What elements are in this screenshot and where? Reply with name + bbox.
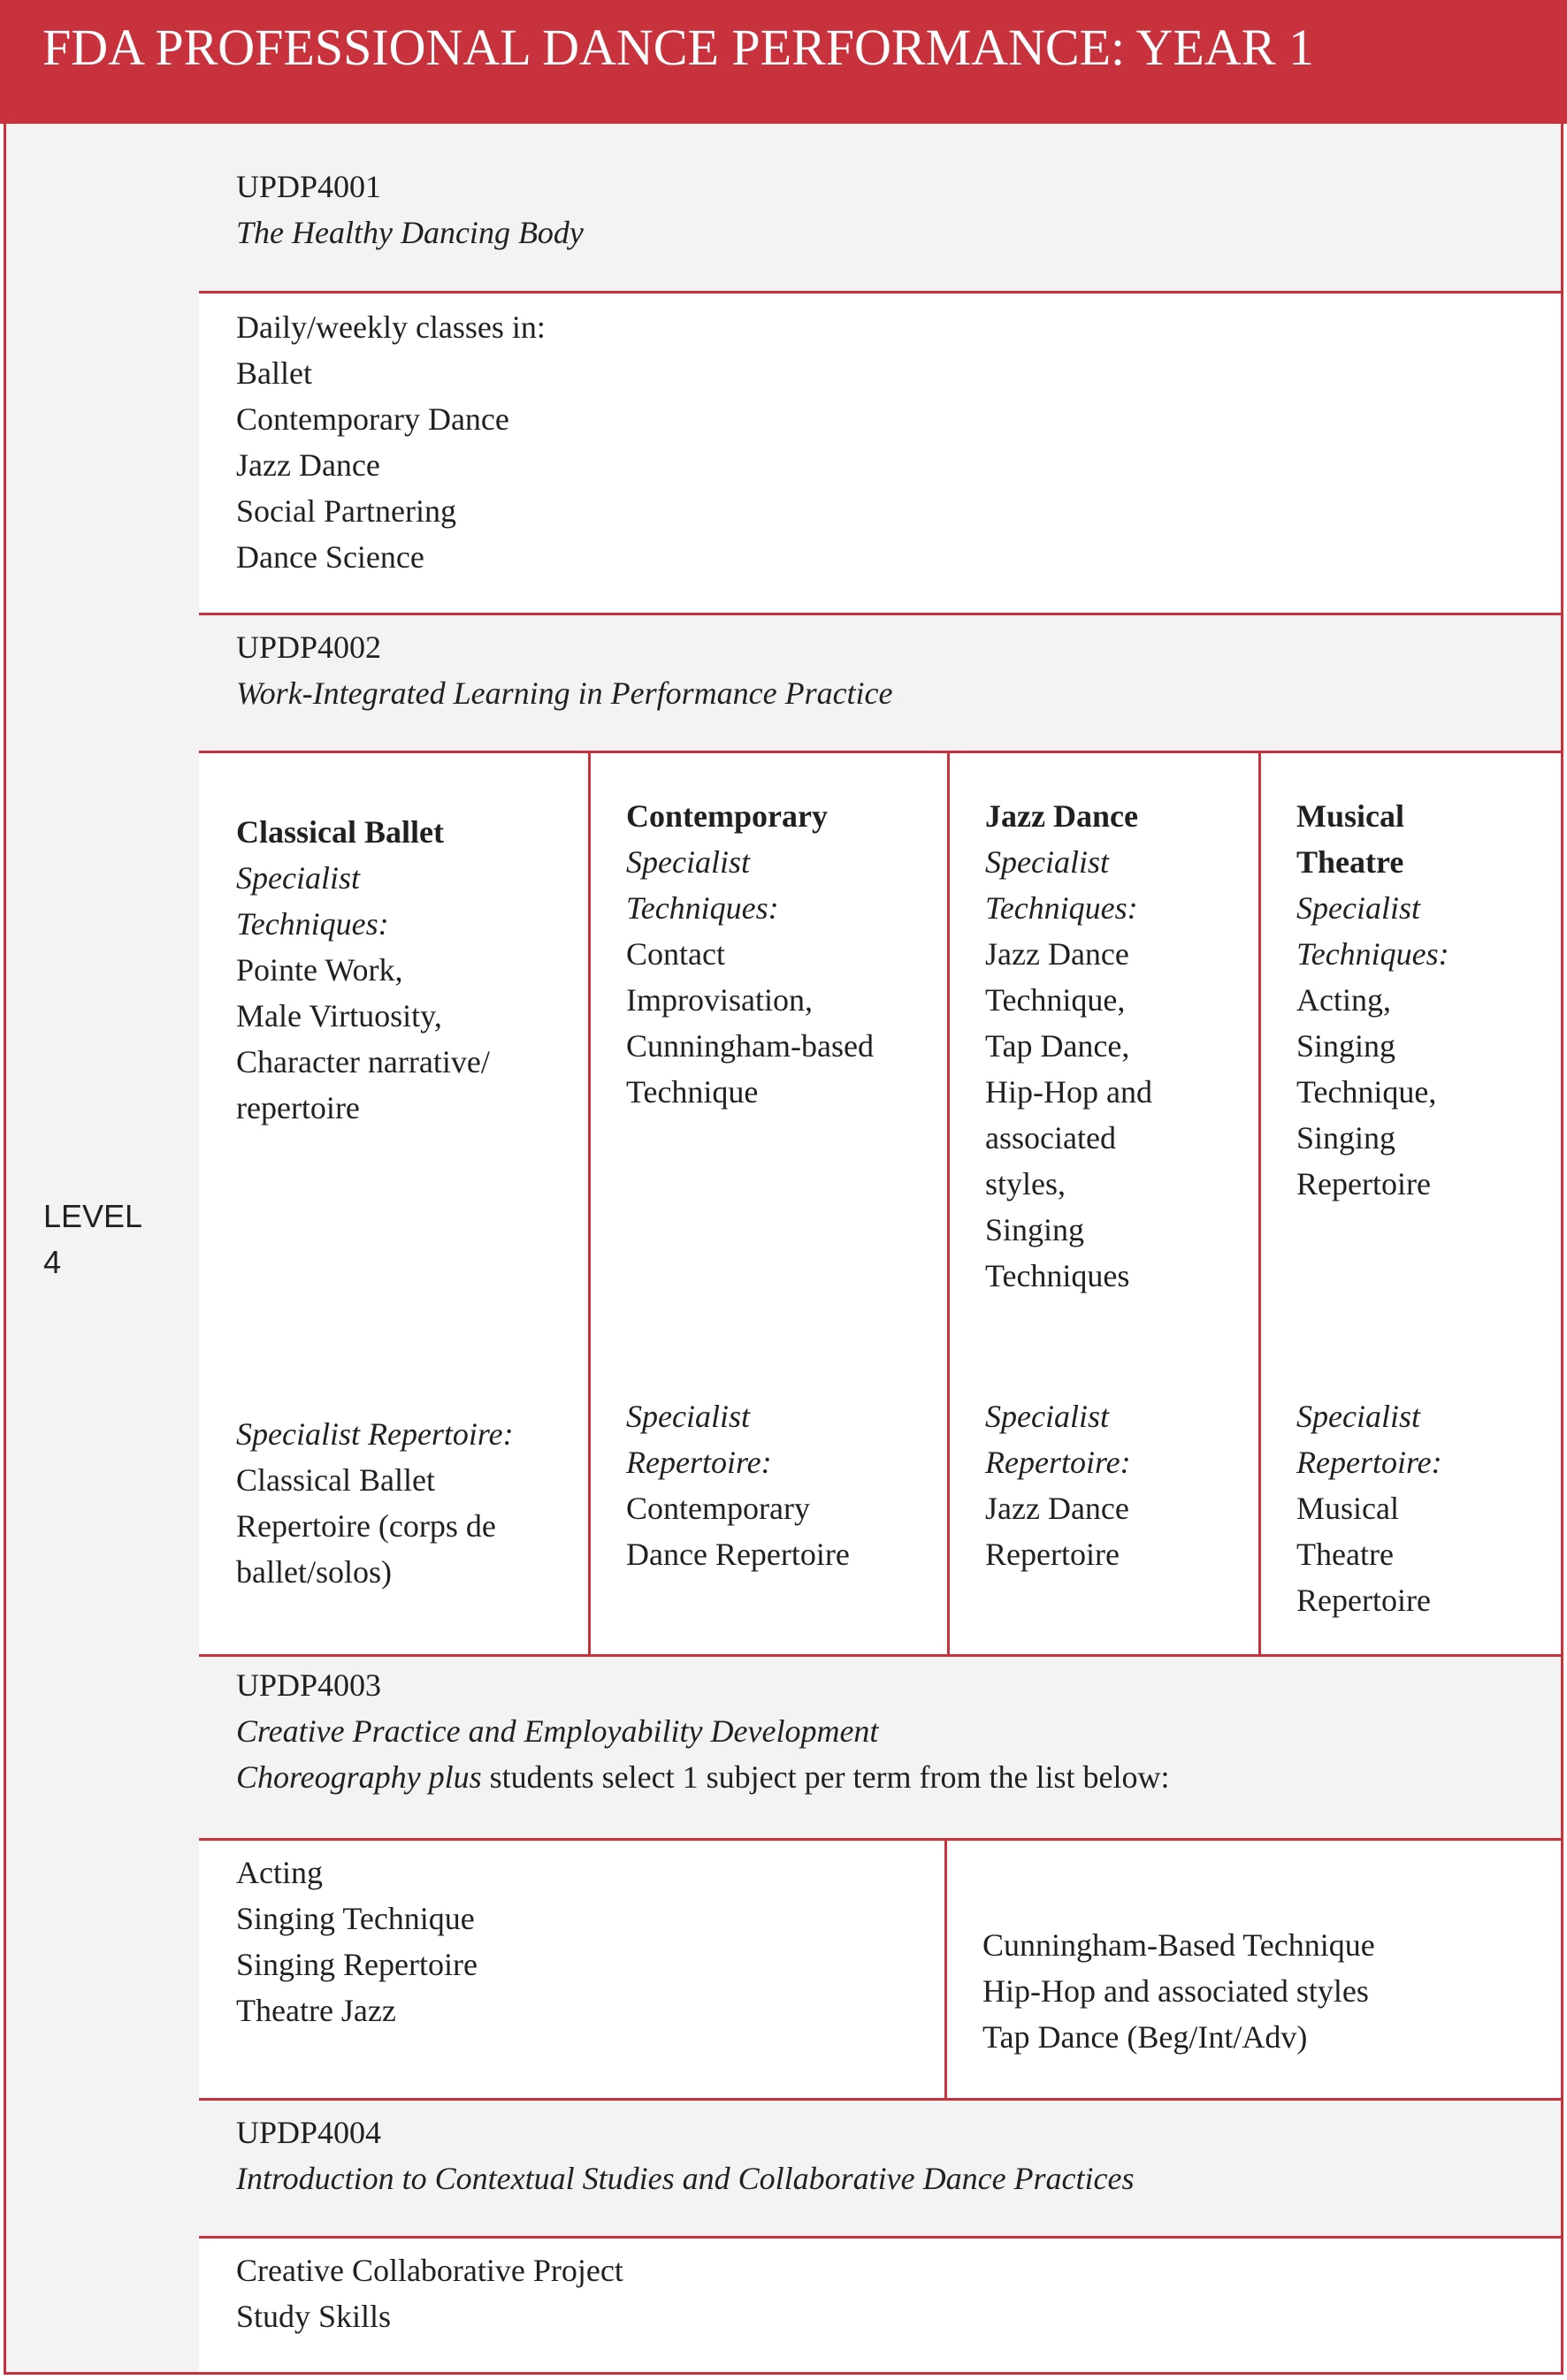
repertoire-item: ballet/solos) xyxy=(236,1554,392,1590)
techniques-label: Techniques: xyxy=(626,890,779,926)
technique-item: associated xyxy=(985,1120,1116,1156)
repertoire-item: Repertoire (corps de xyxy=(236,1508,496,1544)
project-item: Creative Collaborative Project xyxy=(236,2253,623,2288)
pathway-name: Contemporary xyxy=(626,798,828,834)
technique-item: Jazz Dance xyxy=(985,936,1129,972)
elective-item: Theatre Jazz xyxy=(236,1993,396,2028)
technique-item: Male Virtuosity, xyxy=(236,998,442,1034)
technique-item: Technique, xyxy=(985,982,1126,1018)
elective-item: Cunningham-Based Technique xyxy=(982,1927,1375,1963)
module-note xyxy=(236,1754,1170,1800)
techniques-label: Techniques: xyxy=(1296,936,1449,972)
page-header xyxy=(0,0,1567,124)
repertoire-item: Jazz Dance xyxy=(985,1491,1129,1526)
repertoire-item: Theatre xyxy=(1296,1537,1394,1572)
technique-item: Technique xyxy=(626,1074,759,1110)
techniques-label: Specialist xyxy=(626,844,750,880)
module-code: UPDP4003 xyxy=(236,1667,382,1703)
technique-item: Repertoire xyxy=(1296,1166,1431,1201)
module-code: UPDP4002 xyxy=(236,629,382,665)
specialist-pathways xyxy=(199,753,1563,1657)
technique-item: Hip-Hop and xyxy=(985,1074,1152,1110)
level-column xyxy=(4,124,202,2375)
repertoire-label: Specialist xyxy=(626,1399,750,1434)
techniques-label: Techniques: xyxy=(985,890,1138,926)
module-title: Introduction to Contextual Studies and Collaborative Dance Practices xyxy=(236,2161,1135,2196)
classes-intro: Daily/weekly classes in: xyxy=(236,309,546,345)
module-note-rest: students select 1 subject per term from the list below: xyxy=(481,1759,1170,1795)
technique-item: Singing xyxy=(985,1212,1085,1247)
module-updp4002 xyxy=(199,615,1563,753)
module-updp4003 xyxy=(199,1657,1563,1841)
repertoire-item: Repertoire xyxy=(1296,1583,1431,1618)
collaborative-projects xyxy=(199,2239,1563,2375)
technique-item: Cunningham-based xyxy=(626,1028,874,1064)
techniques-label: Techniques: xyxy=(236,906,389,942)
technique-item: Technique, xyxy=(1296,1074,1437,1110)
repertoire-item: Musical xyxy=(1296,1491,1399,1526)
pathway-name: Jazz Dance xyxy=(985,798,1138,834)
technique-item: Character narrative/ xyxy=(236,1044,490,1079)
elective-item: Singing Repertoire xyxy=(236,1947,478,1982)
repertoire-label: Repertoire: xyxy=(985,1445,1131,1480)
class-item: Social Partnering xyxy=(236,493,456,529)
module-code: UPDP4001 xyxy=(236,169,382,204)
module-title: The Healthy Dancing Body xyxy=(236,215,584,250)
module-title: Work-Integrated Learning in Performance Practice xyxy=(236,675,893,711)
repertoire-label: Specialist Repertoire: xyxy=(236,1416,514,1452)
module-note-italic: Choreography plus xyxy=(236,1759,482,1795)
technique-item: Techniques xyxy=(985,1258,1130,1293)
module-updp4004 xyxy=(199,2101,1563,2239)
technique-item: Acting, xyxy=(1296,982,1391,1018)
module-code: UPDP4004 xyxy=(236,2115,382,2150)
technique-item: Singing xyxy=(1296,1120,1396,1156)
class-item: Ballet xyxy=(236,355,312,391)
techniques-label: Specialist xyxy=(236,860,360,896)
pathway-name: Classical Ballet xyxy=(236,814,444,850)
elective-item: Singing Technique xyxy=(236,1901,475,1936)
elective-item: Tap Dance (Beg/Int/Adv) xyxy=(982,2019,1308,2055)
pathway-contemporary xyxy=(588,753,947,1654)
repertoire-label: Specialist xyxy=(1296,1399,1420,1434)
project-item: Study Skills xyxy=(236,2299,392,2334)
class-item: Jazz Dance xyxy=(236,447,380,483)
class-item: Contemporary Dance xyxy=(236,401,509,437)
elective-item: Acting xyxy=(236,1855,323,1890)
techniques-label: Specialist xyxy=(1296,890,1420,926)
repertoire-item: Repertoire xyxy=(985,1537,1120,1572)
technique-item: Singing xyxy=(1296,1028,1396,1064)
pathway-jazz-dance xyxy=(947,753,1258,1654)
pathway-name: Theatre xyxy=(1296,844,1404,880)
repertoire-item: Contemporary xyxy=(626,1491,810,1526)
repertoire-label: Repertoire: xyxy=(626,1445,772,1480)
repertoire-label: Specialist xyxy=(985,1399,1109,1434)
repertoire-item: Dance Repertoire xyxy=(626,1537,850,1572)
pathway-classical-ballet xyxy=(196,753,588,1654)
level-label: LEVEL 4 xyxy=(43,1198,141,1280)
daily-classes xyxy=(199,294,1563,615)
module-title: Creative Practice and Employability Development xyxy=(236,1713,879,1749)
techniques-label: Specialist xyxy=(985,844,1109,880)
technique-item: styles, xyxy=(985,1166,1066,1201)
technique-item: Contact xyxy=(626,936,725,972)
electives-right xyxy=(944,1841,1561,2098)
pathway-name: Musical xyxy=(1296,798,1404,834)
repertoire-label: Repertoire: xyxy=(1296,1445,1442,1480)
elective-item: Hip-Hop and associated styles xyxy=(982,1973,1369,2009)
repertoire-item: Classical Ballet xyxy=(236,1462,435,1498)
class-item: Dance Science xyxy=(236,539,424,575)
elective-subjects xyxy=(199,1841,1563,2101)
technique-item: Improvisation, xyxy=(626,982,813,1018)
technique-item: Pointe Work, xyxy=(236,952,403,988)
technique-item: Tap Dance, xyxy=(985,1028,1130,1064)
pathway-musical-theatre xyxy=(1258,753,1561,1654)
page-title: FDA PROFESSIONAL DANCE PERFORMANCE: YEAR 1 xyxy=(42,19,1314,76)
electives-left xyxy=(199,1841,944,2098)
module-updp4001 xyxy=(199,124,1563,294)
technique-item: repertoire xyxy=(236,1090,360,1125)
